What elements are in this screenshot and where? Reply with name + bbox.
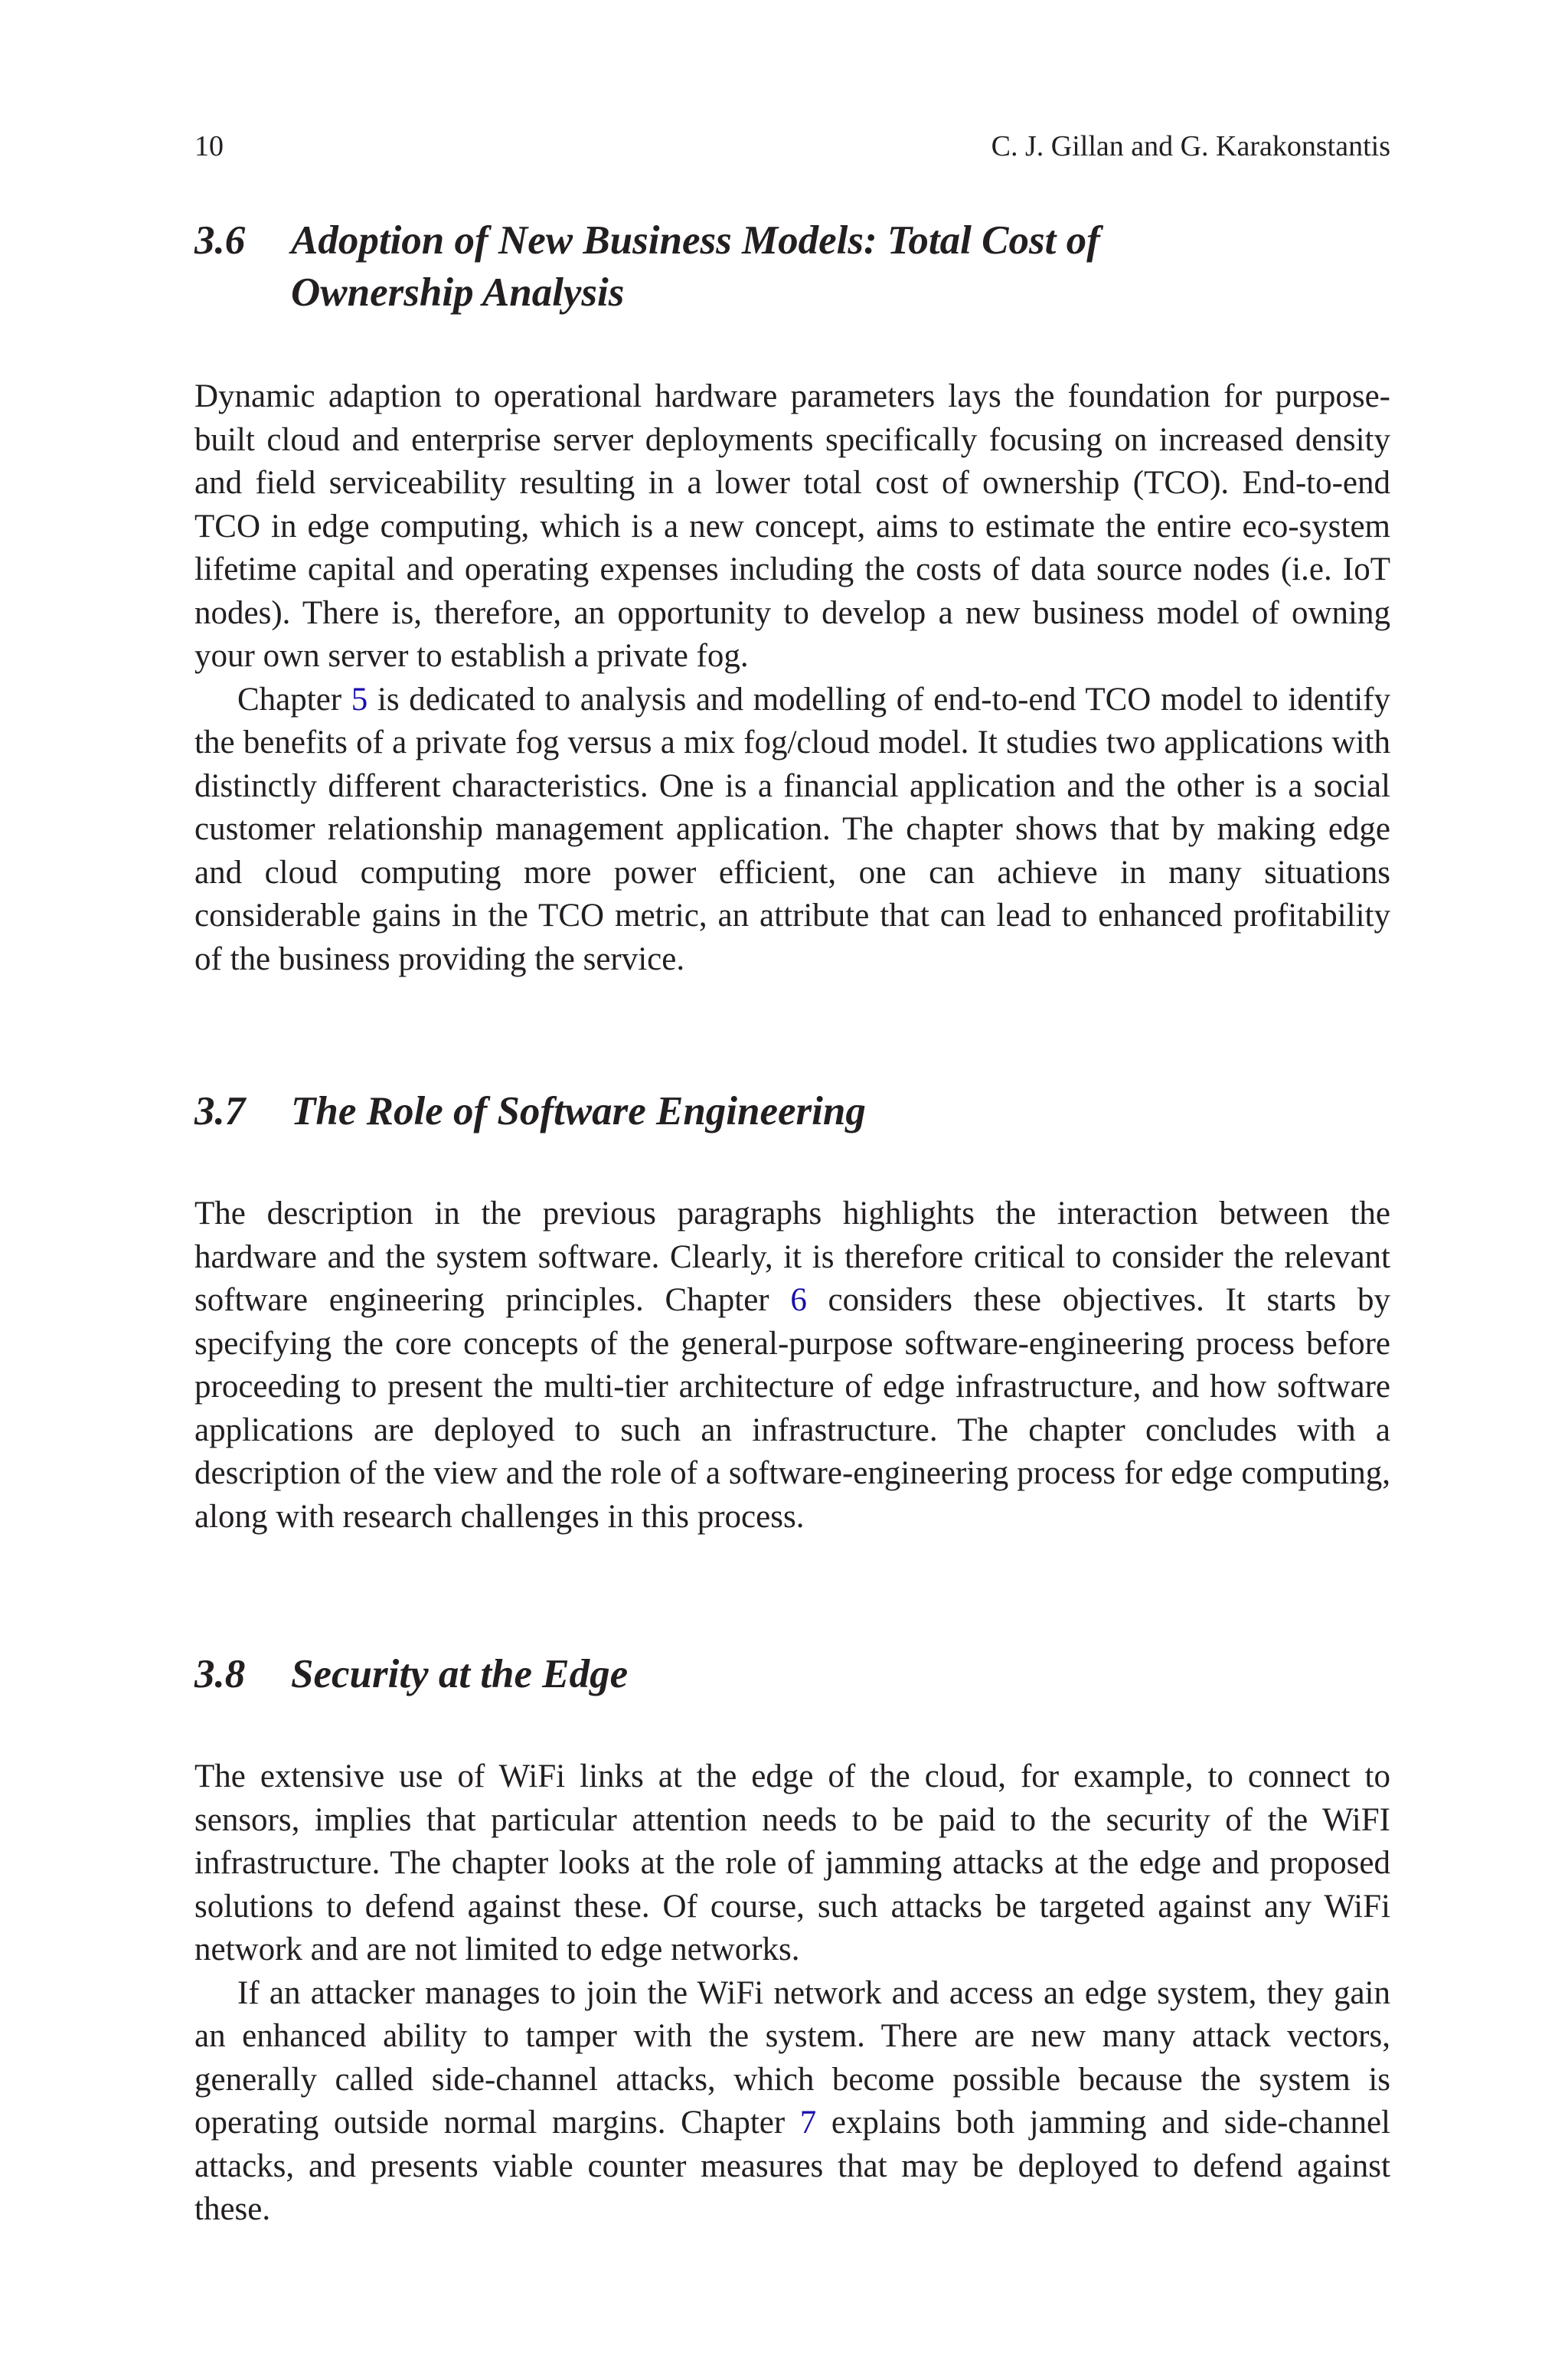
page-number: 10 xyxy=(194,130,224,162)
paragraph-text: If an attacker manages to join the WiFi network and access an edge system, they gain an enhanced ability to tamper with the system. There are new many attack vectors, generally called side-channel attacks, which become possible because the system is operating outside normal margins. Chapter xyxy=(194,1974,1390,2141)
section-title: Adoption of New Business Models: Total Cost of Ownership Analysis xyxy=(291,218,1100,315)
section-heading xyxy=(194,1648,1390,1700)
section-heading xyxy=(194,214,1390,319)
section-number: 3.6 xyxy=(194,218,246,263)
chapter-link[interactable]: 7 xyxy=(799,2105,817,2141)
paragraph-text: is dedicated to analysis and modelling of end-to-end TCO model to identify the benefits of a private fog versus a mix fog/cloud model. It studies two applications with distinctly different characteristics. One is a financial application and the other is a social customer relationship management application. The chapter shows that by making edge and cloud computing more power efficient, one can achieve in many situations considerable gains in the TCO metric, an attribute that can lead to enhanced profitability of the business providing the service. xyxy=(194,681,1390,977)
paragraph xyxy=(194,1192,1390,1539)
paragraph-text: The description in the previous paragraphs highlights the interaction between the hardware and the system software. Clearly, it is therefore critical to consider the relevant software engineering principles. Chapter xyxy=(194,1196,1390,1318)
chapter-link[interactable]: 5 xyxy=(351,681,368,718)
running-head-authors: C. J. Gillan and G. Karakonstantis xyxy=(991,130,1390,162)
section-number: 3.7 xyxy=(194,1089,246,1133)
section-title: Security at the Edge xyxy=(291,1652,629,1696)
paragraph xyxy=(194,1972,1390,2232)
paragraph: Dynamic adaption to operational hardware parameters lays the foundation for purpose-built cloud and enterprise server deployments specifically focusing on increased density and field serviceability resulting in a lower total cost of ownership (TCO). End-to-end TCO in edge computing, which is a new concept, aims to estimate the entire eco-system lifetime capital and operating expenses including the costs of data source nodes (i.e. IoT nodes). There is, therefore, an opportunity to develop a new business model of owning your own server to establish a private fog. xyxy=(194,378,1390,674)
section-number: 3.8 xyxy=(194,1652,246,1696)
paragraph xyxy=(194,679,1390,982)
section-heading xyxy=(194,1085,1390,1137)
section-3-7 xyxy=(194,1085,1391,1535)
running-head xyxy=(194,127,1390,165)
section-3-6 xyxy=(194,214,1390,977)
paragraph-text: explains both jamming and side-channel attacks, and presents viable counter measures that may be deployed to defend against these. xyxy=(194,2105,1390,2227)
section-body xyxy=(194,1755,1390,2232)
section-3-8 xyxy=(194,1648,1390,2227)
paragraph-text: Chapter xyxy=(237,681,351,718)
paragraph: The extensive use of WiFi links at the edge of the cloud, for example, to connect to sensors, implies that particular attention needs to be paid to the security of the WiFI infrastructure. The chapter looks at the role of jamming attacks at the edge and proposed solutions to defend against these. Of course, such attacks be targeted against any WiFi network and are not limited to edge networks. xyxy=(194,1758,1390,1967)
section-title: The Role of Software Engineering xyxy=(291,1089,866,1133)
chapter-link[interactable]: 6 xyxy=(790,1282,807,1318)
section-body xyxy=(194,1192,1390,1539)
paragraph-text: considers these objectives. It starts by specifying the core concepts of the general-purpose software-engineering process before proceeding to present the multi-tier architecture of edge infrastructure, and how software applications are deployed to such an infrastructure. The chapter concludes with a description of the view and the role of a software-engineering process for edge computing, along with research challenges in this process. xyxy=(194,1282,1391,1535)
section-body xyxy=(194,375,1390,981)
